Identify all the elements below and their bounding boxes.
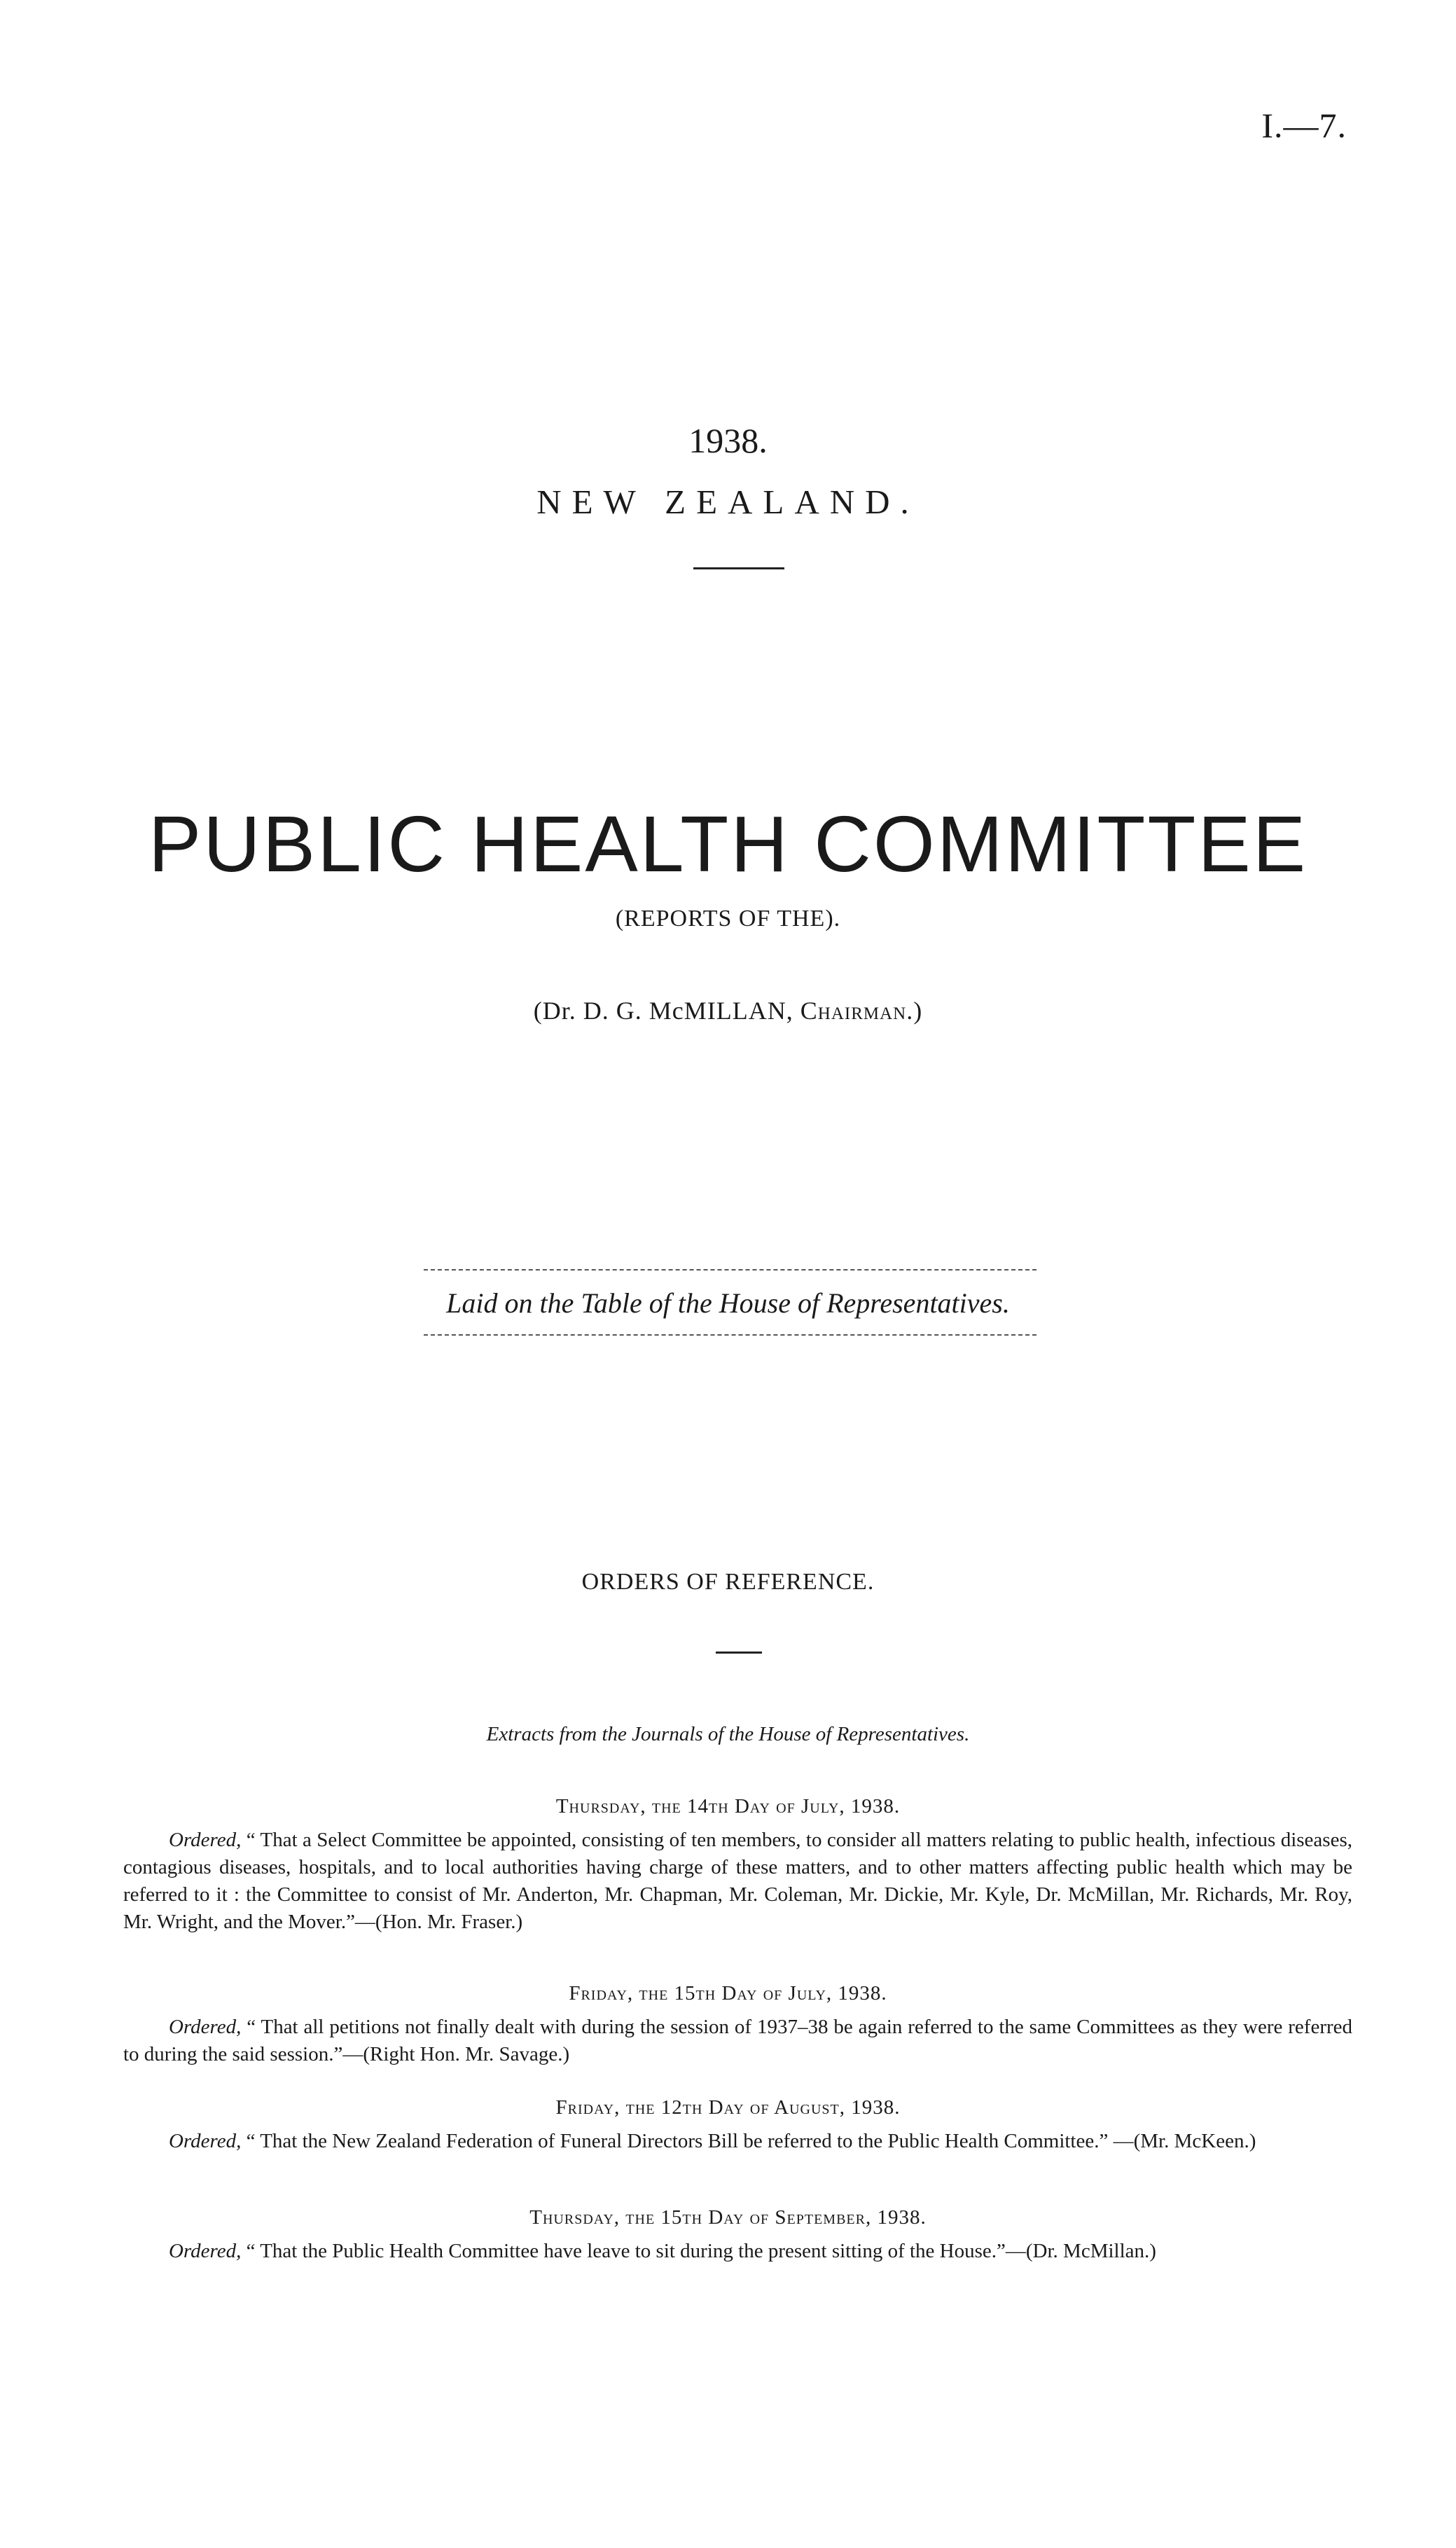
entry-date: Friday, the 12th Day of August, 1938. xyxy=(555,2096,901,2119)
divider-rule xyxy=(693,567,784,569)
entry-ordered: Ordered, xyxy=(169,2240,242,2262)
chairman-honorific: Dr. xyxy=(542,997,576,1025)
laid-on-table: Laid on the Table of the House of Representatives. xyxy=(446,1287,1010,1319)
entry-ordered: Ordered, xyxy=(169,2016,242,2038)
entry-body: “ That all petitions not finally dealt with during the session of 1937–38 be again referred to the same Committees as they were referred to during the said session.”—(Right Hon. Mr. Savage.) xyxy=(123,2016,1352,2065)
dashed-rule-bottom xyxy=(424,1334,1036,1336)
entry-body: “ That the Public Health Committee have leave to sit during the present sitting of the House.”—(Dr. McMillan.) xyxy=(241,2240,1156,2262)
page-number: I.—7. xyxy=(1261,106,1347,145)
chairman-open: ( xyxy=(533,997,543,1025)
chairman-line xyxy=(0,996,1456,1025)
chairman-role: Chairman xyxy=(800,997,907,1025)
entry-date: Thursday, the 14th Day of July, 1938. xyxy=(555,1795,901,1817)
entry-text xyxy=(123,2014,1352,2068)
entry-date: Thursday, the 15th Day of September, 1938. xyxy=(529,2206,927,2229)
extracts-heading: Extracts from the Journals of the House of Representatives. xyxy=(486,1723,970,1745)
entry-ordered: Ordered, xyxy=(169,2130,242,2152)
page-title: PUBLIC HEALTH COMMITTEE xyxy=(148,800,1308,888)
entry-body: “ That a Select Committee be appointed, consisting of ten members, to consider all matters relating to public health, infectious diseases, contagious diseases, hospitals, and to local authorities having charge of these matters, and to other matters affecting public health which may be referred to it : the Committee to consist of Mr. Anderton, Mr. Chapman, Mr. Coleman, Mr. Dickie, Mr. Kyle, Dr. McMillan, Mr. Richards, Mr. Roy, Mr. Wright, and the Mover.”—(Hon. Mr. Fraser.) xyxy=(123,1829,1352,1933)
entry-ordered: Ordered, xyxy=(169,1829,242,1851)
chairman-name: D. G. McMILLAN, xyxy=(576,997,800,1025)
entry-text xyxy=(123,2128,1352,2155)
dashed-rule-top xyxy=(424,1269,1036,1270)
year: 1938. xyxy=(688,421,768,460)
entry-text xyxy=(123,2238,1352,2265)
subtitle: (REPORTS OF THE). xyxy=(615,906,841,932)
orders-heading: ORDERS OF REFERENCE. xyxy=(581,1569,875,1595)
chairman-close: .) xyxy=(906,997,923,1025)
country-heading: NEW ZEALAND. xyxy=(536,483,920,521)
entry-text xyxy=(123,1827,1352,1936)
entry-body: “ That the New Zealand Federation of Funeral Directors Bill be referred to the Public Health Committee.” —(Mr. McKeen.) xyxy=(241,2130,1256,2152)
entry-date: Friday, the 15th Day of July, 1938. xyxy=(569,1982,887,2005)
divider-rule xyxy=(716,1652,762,1654)
